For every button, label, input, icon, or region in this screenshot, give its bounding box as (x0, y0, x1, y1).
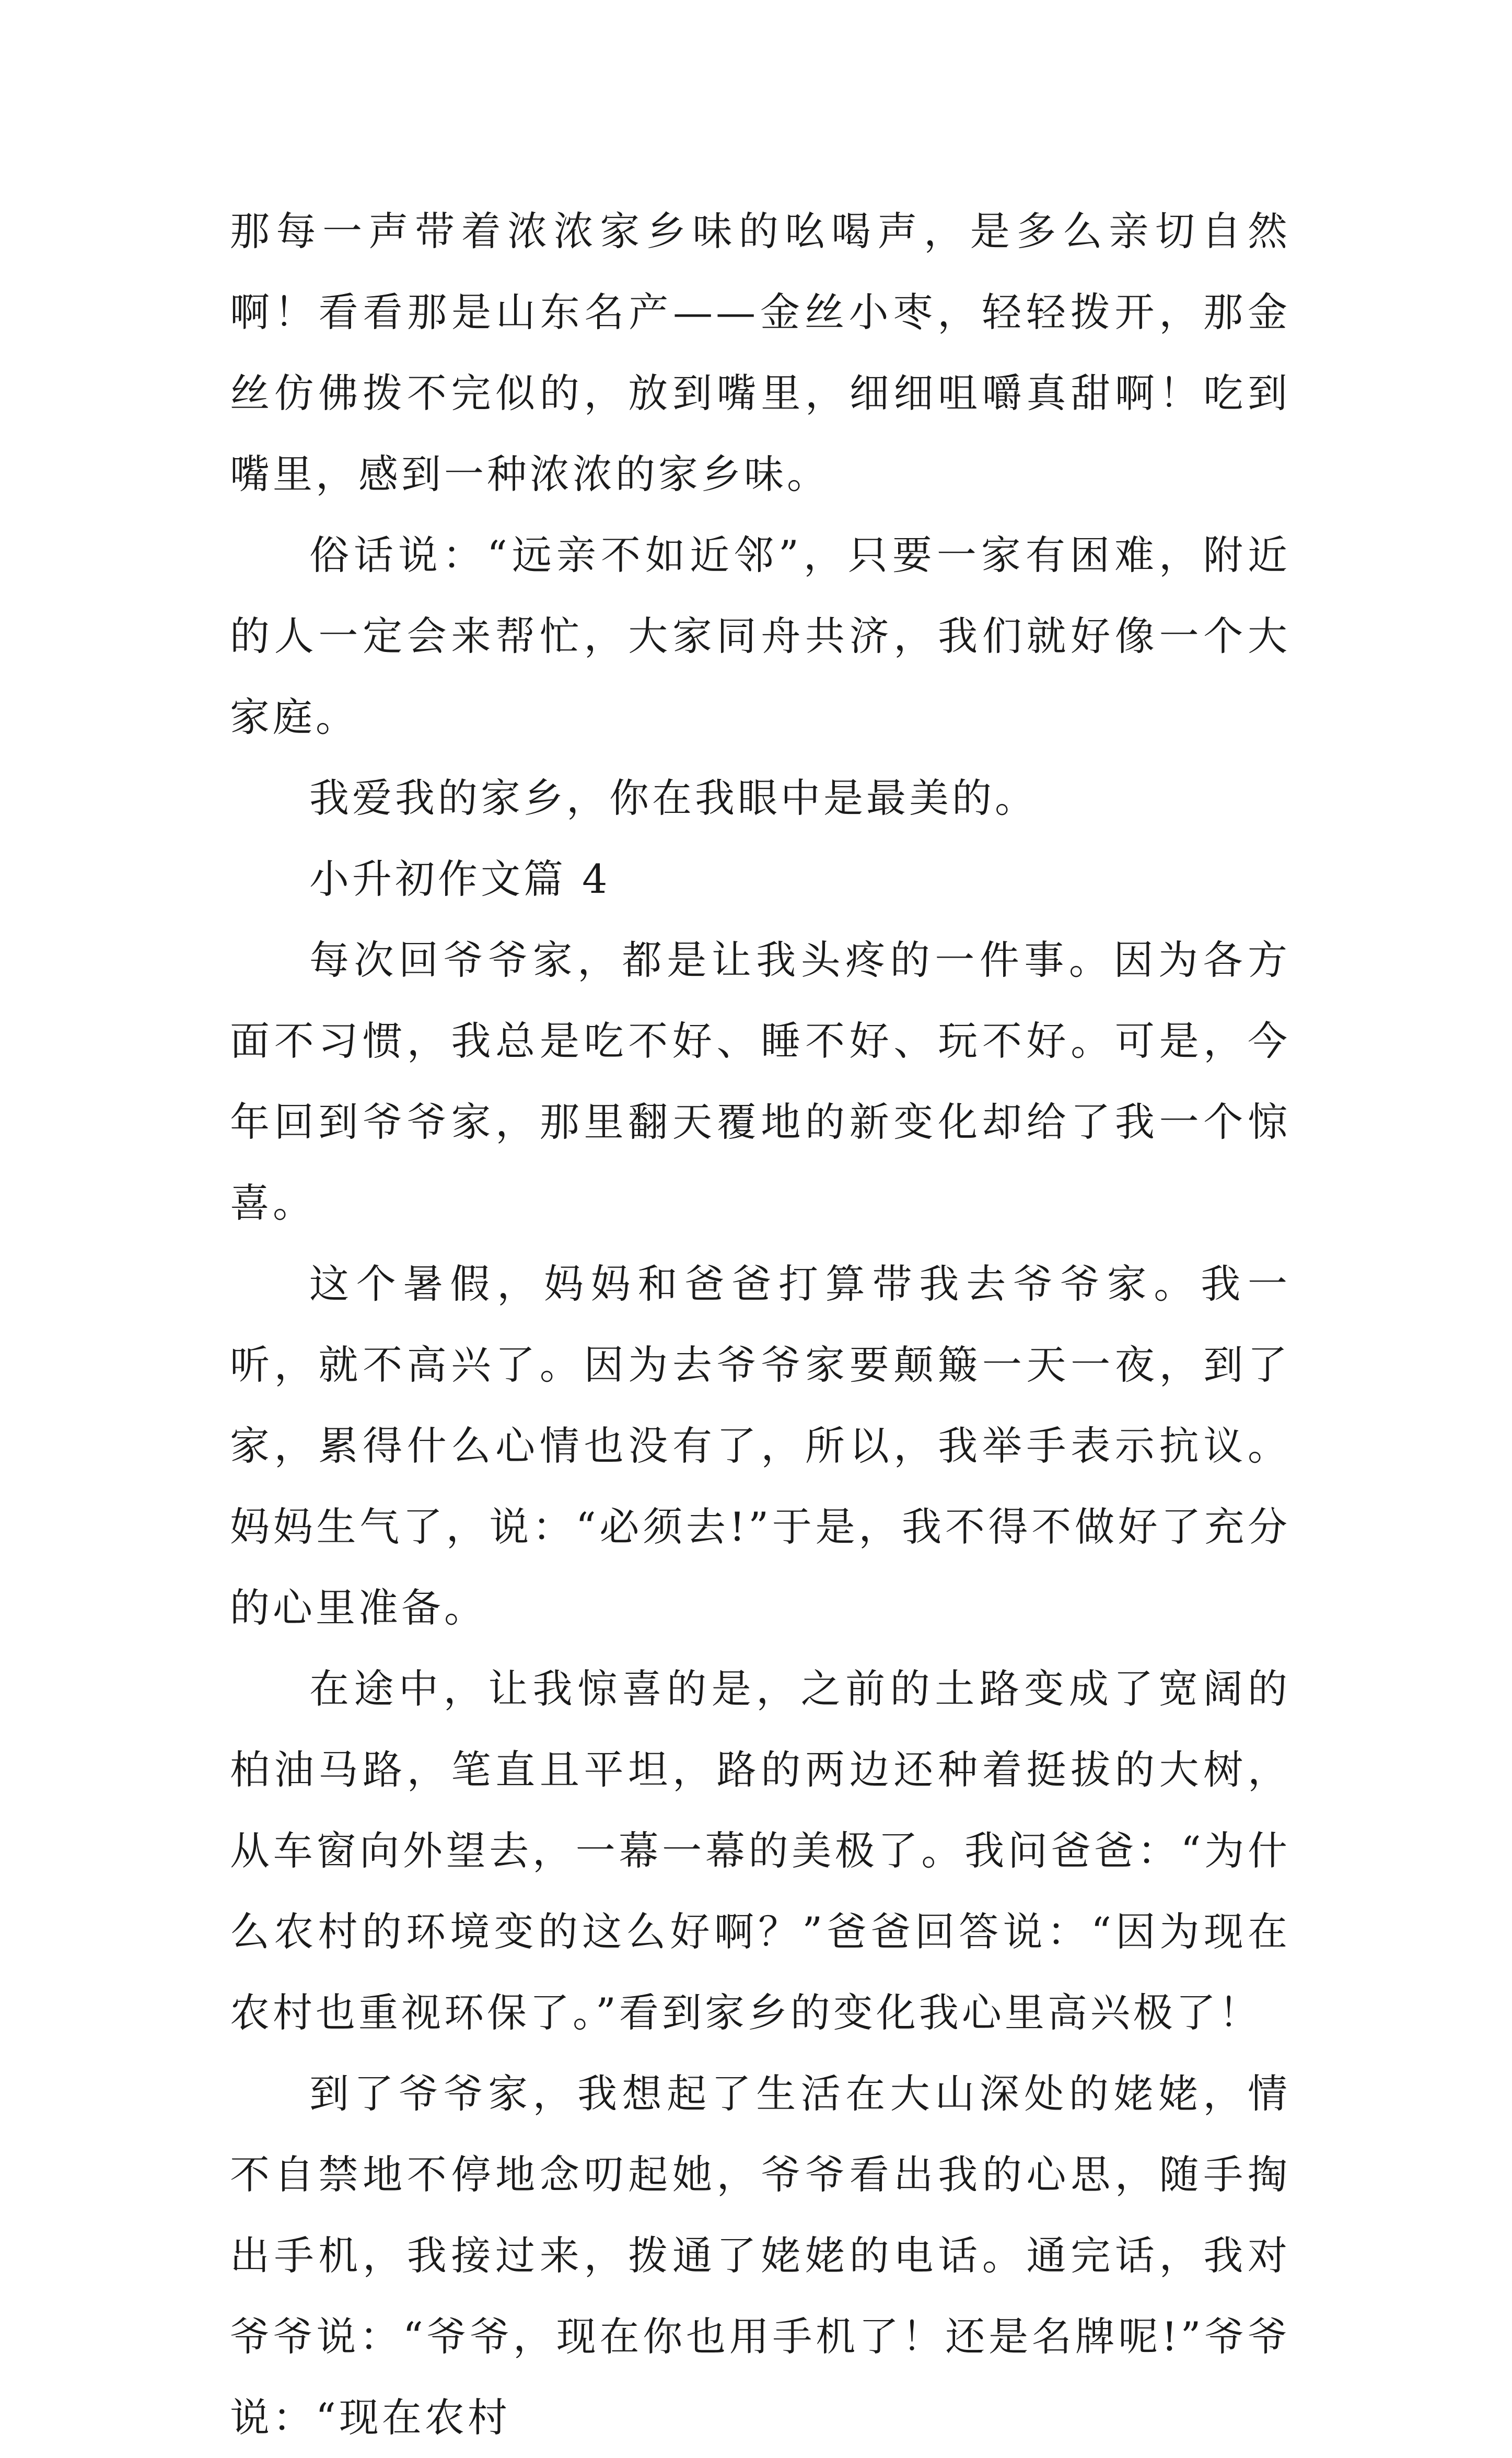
section-heading: 小升初作文篇 4 (309, 856, 611, 902)
paragraph-8: 到了爷爷家，我想起了生活在大山深处的姥姥，情不自禁地不停地念叨起她，爷爷看出我的心思，随手掏出手机，我接过来，拨通了姥姥的电话。通完话，我对爷爷说：“爷爷，现在你也用手机了！还是名牌呢!”爷爷说：“现在农村 (230, 2070, 1290, 2441)
paragraph-5: 每次回爷爷家，都是让我头疼的一件事。因为各方面不习惯，我总是吃不好、睡不好、玩不好。可是，今年回到爷爷家，那里翻天覆地的新变化却给了我一个惊喜。 (230, 937, 1290, 1226)
paragraph-1: 那每一声带着浓浓家乡味的吆喝声，是多么亲切自然啊！看看那是山东名产——金丝小枣，轻轻拨开，那金丝仿佛拨不完似的，放到嘴里，细细咀嚼真甜啊！吃到嘴里，感到一种浓浓的家乡味。 (230, 208, 1290, 497)
paragraph-2: 俗话说：“远亲不如近邻”，只要一家有困难，附近的人一定会来帮忙，大家同舟共济，我们就好像一个大家庭。 (230, 532, 1290, 740)
paragraph-7: 在途中，让我惊喜的是，之前的土路变成了宽阔的柏油马路，笔直且平坦，路的两边还种着挺拔的大树，从车窗向外望去，一幕一幕的美极了。我问爸爸：“为什么农村的环境变的这么好啊？”爸爸回答说：“因为现在农村也重视环保了。”看到家乡的变化我心里高兴极了！ (230, 1665, 1290, 2036)
paragraph-6: 这个暑假，妈妈和爸爸打算带我去爷爷家。我一听，就不高兴了。因为去爷爷家要颠簸一天一夜，到了家，累得什么心情也没有了，所以，我举手表示抗议。妈妈生气了，说：“必须去!”于是，我不得不做好了充分的心里准备。 (230, 1261, 1290, 1631)
document-body (230, 191, 1290, 2458)
paragraph-3: 我爱我的家乡，你在我眼中是最美的。 (309, 775, 1038, 821)
